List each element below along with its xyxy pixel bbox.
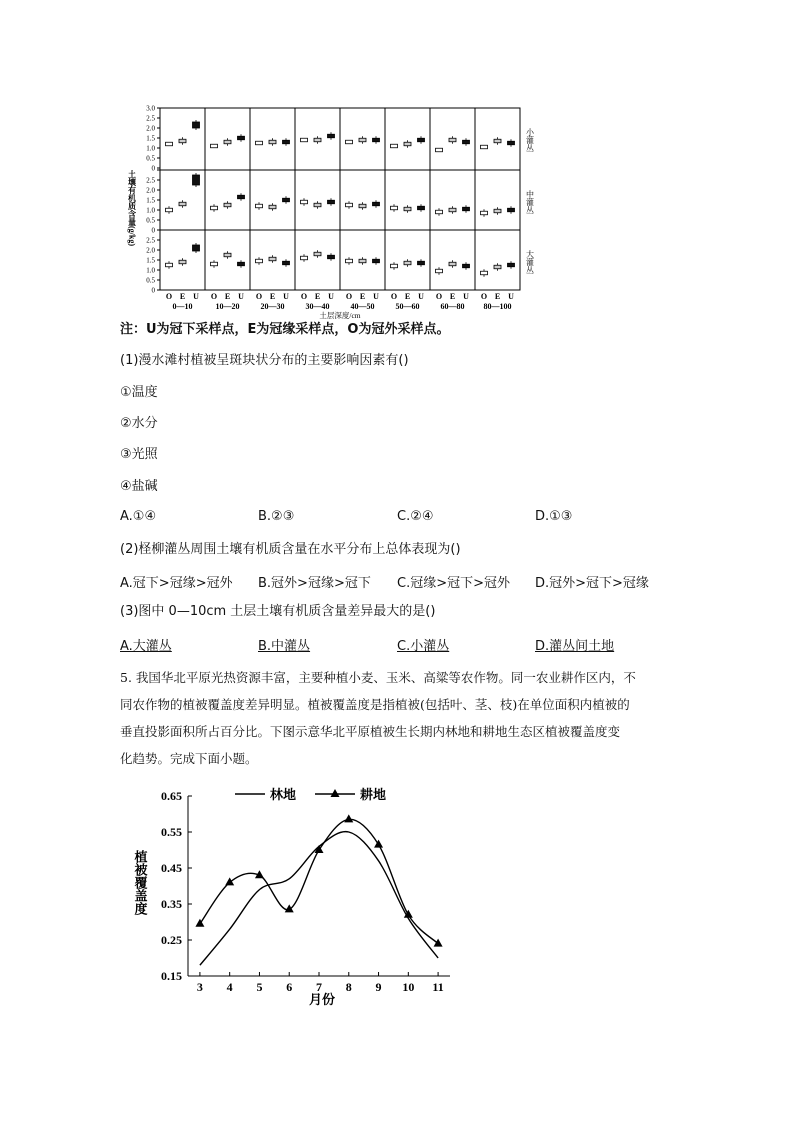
legend-farmland-marker [331,789,340,797]
box-mark [256,259,263,263]
point-label: E [359,292,366,301]
question-1-item: ②水分 [120,416,158,431]
y-tick-label: 1.0 [146,206,155,215]
y-tick-label: 0.5 [146,216,155,225]
question-3-option-d: D.灌丛间土地 [535,639,615,654]
question-5-line: 垂直投影面积所占百分比。下图示意华北平原植被生长期内林地和耕地生态区植被覆盖度变 [120,724,621,739]
question-5-text [120,664,680,772]
y-tick-label: 1.5 [146,256,155,265]
box-mark [418,138,425,142]
box-mark [359,204,366,208]
x-tick-label: 5 [256,980,263,994]
point-label: O [390,292,398,301]
point-label: O [480,292,488,301]
box-mark [391,144,398,148]
box-mark [301,256,308,260]
question-5-line: 5. 我国华北平原光热资源丰富，主要种植小麦、玉米、高粱等农作物。同一农业耕作区内，不 [120,670,636,685]
question-3-option-c: C.小灌丛 [397,639,450,654]
question-1-item: ①温度 [120,385,158,400]
x-tick-label: 11 [432,980,444,994]
farmland-series-line [200,819,438,943]
question-2-option-b: B.冠外>冠缘>冠下 [258,576,371,591]
box-mark [179,139,186,143]
x-axis-label: 土层深度/cm [319,311,361,320]
y-tick-label: 1.5 [146,196,155,205]
y-tick-label: 1.0 [146,266,155,275]
box-mark [224,253,231,257]
box-mark [359,138,366,142]
point-label: O [300,292,308,301]
box-mark [463,207,470,211]
point-label: U [373,292,379,301]
box-mark [418,261,425,265]
box-mark [314,138,321,142]
question-2-option-c: C.冠缘>冠下>冠外 [397,576,510,591]
y-tick-label: 0.5 [146,276,155,285]
panel-label: 大灌丛 [525,250,535,274]
box-mark [373,259,380,263]
y-tick-label: 0.25 [161,933,182,947]
point-label: U [463,292,469,301]
point-label: U [328,292,334,301]
box-mark [463,264,470,268]
y-tick-label: 0.5 [146,154,155,163]
question-1-item: ③光照 [120,447,158,462]
figure-note: 注：U为冠下采样点，E为冠缘采样点，O为冠外采样点。 [120,322,450,337]
box-mark [166,263,173,267]
depth-label: 60—80 [440,302,465,311]
box-mark [494,265,501,269]
y-tick-label: 0 [151,286,155,295]
box-mark [418,206,425,210]
box-mark [269,140,276,144]
box-mark [166,208,173,212]
point-label: U [238,292,244,301]
box-mark [224,140,231,144]
depth-label: 10—20 [215,302,240,311]
point-label: E [224,292,231,301]
soil-organic-matter-boxplot [120,100,550,320]
box-mark [283,261,290,265]
y-tick-label: 0 [151,164,155,173]
point-label: O [345,292,353,301]
box-mark [359,259,366,263]
box-mark [508,208,515,212]
box-mark [283,198,290,202]
x-tick-label: 8 [345,980,352,994]
y-axis-label: 土壤有机质含量(g/kg) [127,170,137,246]
panel-label: 中灌丛 [525,190,535,214]
box-mark [494,209,501,213]
farmland-point [285,904,294,912]
point-label: E [449,292,456,301]
box-mark [373,202,380,206]
box-mark [314,252,321,256]
box-mark [179,202,186,206]
point-label: O [210,292,218,301]
box-mark [481,271,488,275]
box-mark [224,203,231,207]
depth-label: 50—60 [395,302,420,311]
box-mark [211,206,218,210]
vegetation-coverage-line-chart [110,780,470,1020]
box-mark [494,139,501,143]
box-mark [436,148,443,152]
box-mark [238,195,245,199]
question-3-option-a: A.大灌丛 [120,639,172,654]
depth-label: 20—30 [260,302,285,311]
depth-label: 0—10 [172,302,193,311]
y-tick-label: 0 [151,226,155,235]
box-mark [346,203,353,207]
box-mark [391,264,398,268]
box-mark [436,269,443,273]
farmland-point [434,939,443,947]
point-label: E [179,292,186,301]
question-5-line: 同农作物的植被覆盖度差异明显。植被覆盖度是指植被(包括叶、茎、枝)在单位面积内植被的 [120,697,630,712]
box-mark [481,211,488,215]
y-tick-label: 2.5 [146,176,155,185]
box-mark [404,261,411,265]
question-1-item: ④盐碱 [120,479,158,494]
box-mark [508,263,515,267]
depth-label: 40—50 [350,302,375,311]
box-mark [211,262,218,266]
farmland-point [225,877,234,885]
box-mark [283,140,290,144]
y-axis-label: 植被覆盖度 [132,850,148,915]
y-tick-label: 0.45 [161,861,182,875]
box-mark [301,138,308,142]
box-mark [256,204,263,208]
question-2-option-a: A.冠下>冠缘>冠外 [120,576,233,591]
question-1-stem: (1)漫水滩村植被呈斑块状分布的主要影响因素有() [120,353,409,368]
y-tick-label: 0.55 [161,825,182,839]
question-3-option-b: B.中灌丛 [258,639,311,654]
x-tick-label: 4 [226,980,233,994]
box-mark [404,207,411,211]
x-tick-label: 7 [316,980,322,994]
point-label: O [165,292,173,301]
box-mark [328,134,335,138]
depth-label: 80—100 [483,302,512,311]
farmland-point [344,814,353,822]
box-mark [238,136,245,140]
y-tick-label: 2.0 [146,124,155,133]
question-3-stem: (3)图中 0—10cm 土层土壤有机质含量差异最大的是() [120,604,436,619]
point-label: U [418,292,424,301]
y-tick-label: 1.5 [146,134,155,143]
point-label: O [435,292,443,301]
box-mark [193,122,200,128]
box-mark [238,262,245,266]
x-axis-label: 月份 [308,992,335,1007]
box-mark [436,210,443,214]
box-mark [179,260,186,264]
point-label: O [255,292,263,301]
box-mark [193,175,200,185]
box-mark [373,138,380,142]
y-tick-label: 2.0 [146,186,155,195]
box-mark [449,262,456,266]
question-1-option-b: B.②③ [258,509,295,524]
box-mark [449,208,456,212]
question-2-stem: (2)柽柳灌丛周围土壤有机质含量在水平分布上总体表现为() [120,542,461,557]
box-mark [166,142,173,146]
box-mark [301,200,308,204]
point-label: U [193,292,199,301]
box-mark [404,142,411,146]
question-5-line: 化趋势。完成下面小题。 [120,751,258,766]
legend-farmland-label: 耕地 [360,787,387,802]
box-mark [328,255,335,259]
box-mark [269,257,276,261]
box-mark [328,200,335,204]
point-label: U [508,292,514,301]
point-label: E [494,292,501,301]
y-tick-label: 0.65 [161,789,182,803]
box-mark [211,144,218,148]
box-mark [346,259,353,263]
box-mark [449,138,456,142]
x-tick-label: 3 [196,980,203,994]
y-tick-label: 2.5 [146,236,155,245]
question-1-option-d: D.①③ [535,509,573,524]
y-tick-label: 2.5 [146,114,155,123]
y-tick-label: 3.0 [146,104,155,113]
question-1-option-a: A.①④ [120,509,157,524]
panel-label: 小灌丛 [525,128,535,152]
question-1-option-c: C.②④ [397,509,434,524]
box-mark [481,145,488,149]
box-mark [269,205,276,209]
point-label: U [283,292,289,301]
question-2-option-d: D.冠外>冠下>冠缘 [535,576,649,591]
x-tick-label: 6 [286,980,293,994]
y-tick-label: 0.35 [161,897,182,911]
x-tick-label: 9 [375,980,382,994]
box-mark [463,140,470,144]
box-mark [391,206,398,210]
point-label: E [269,292,276,301]
box-mark [314,203,321,207]
box-mark [508,141,515,145]
box-mark [193,245,200,251]
y-tick-label: 0.15 [161,969,182,983]
point-label: E [404,292,411,301]
y-tick-label: 1.0 [146,144,155,153]
legend-forest-label: 林地 [270,787,297,802]
box-mark [256,141,263,145]
point-label: E [314,292,321,301]
x-tick-label: 10 [402,980,415,994]
box-mark [346,140,353,144]
y-tick-label: 2.0 [146,246,155,255]
depth-label: 30—40 [305,302,330,311]
